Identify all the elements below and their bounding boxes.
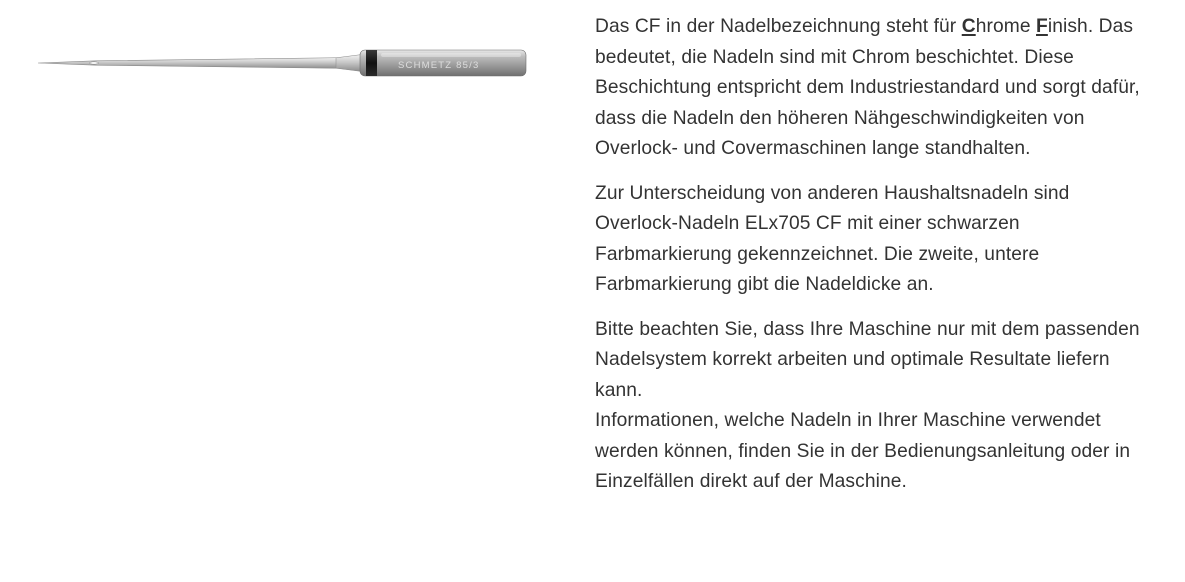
highlight-f: F — [1036, 16, 1048, 37]
color-band — [366, 50, 377, 76]
article-text — [595, 12, 1155, 512]
needle-engraving: SCHMETZ 85/3 — [398, 60, 480, 71]
needle-shaft — [38, 58, 354, 69]
paragraph-cf-explanation: Das CF in der Nadelbezeichnung steht für Chrome Finish. Das bedeutet, die Nadeln sind mit Chrom beschichtet. Diese Beschichtung entspricht dem Industriestandard und sorgt dafür, dass die Nadeln den höheren Nähgeschwindigkeiten von Overlock- und Covermaschinen lange standhalten. — [595, 16, 1140, 159]
paragraph-info: Informationen, welche Nadeln in Ihrer Maschine verwendet werden können, finden Sie in der Bedienungsanleitung oder in Einzelfällen direkt auf der Maschine. — [595, 410, 1131, 492]
paragraph-color-marking: Zur Unterscheidung von anderen Haushaltsnadeln sind Overlock-Nadeln ELx705 CF mit einer schwarzen Farbmarkierung gekennzeichnet. Die zweite, untere Farbmarkierung gibt die Nadeldicke an. — [595, 182, 1070, 295]
needle-eye — [90, 62, 99, 64]
needle-image — [36, 44, 532, 82]
highlight-c: C — [961, 16, 976, 37]
paragraph-needle-system: Bitte beachten Sie, dass Ihre Maschine nur mit dem passenden Nadelsystem korrekt arbeiten und optimale Resultate liefern kann. — [595, 318, 1140, 401]
